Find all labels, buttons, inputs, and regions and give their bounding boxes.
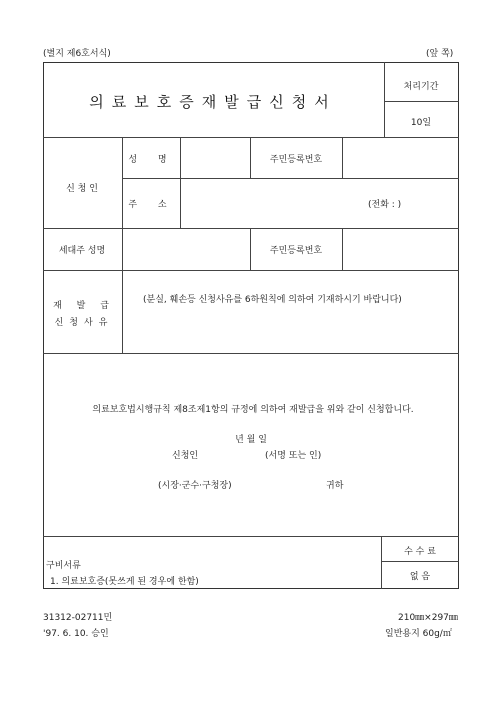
reason-hint: (분실, 훼손등 신청사유를 6하원칙에 의하여 기재하시기 바랍니다) [143,295,402,305]
row-divider [43,353,459,354]
phone-field[interactable]: (전화 : ) [368,200,402,210]
addressee: (시장·군수·구청장) [158,481,232,491]
household-id-label: 주민등록번호 [269,246,323,256]
fee-value: 없 음 [409,572,431,582]
resident-id-label: 주민등록번호 [269,155,323,165]
form-title: 의료보호증재발급신청서 [89,93,337,111]
approval-date: '97. 6. 10. 승인 [43,629,109,639]
form-code: 31312-02711민 [43,613,113,623]
documents-item: 1. 의료보호증(못쓰게 된 경우에 한함) [50,577,199,587]
resident-id-field[interactable] [345,140,455,175]
applicant-sign-label: 신청인 [172,451,199,461]
processing-value: 10일 [410,118,432,128]
col-divider [250,228,251,270]
processing-divider [384,101,459,102]
row-divider [43,536,459,537]
col-divider [122,137,123,353]
address-label: 주 소 [128,200,176,210]
paper-spec: 일반용지 60g/㎡ [385,629,452,639]
reason-label-line2: 신청사유 [54,318,114,328]
household-head-label: 세대주 성명 [58,246,106,256]
statement-text: 의료보호법시행규칙 제8조제1항의 규정에 의하여 재발급을 위와 같이 신청합니다. [92,405,414,415]
row-divider [43,137,459,138]
col-divider [384,62,385,137]
fee-label: 수 수 료 [404,547,436,557]
col-divider [381,536,382,589]
address-field[interactable] [183,182,363,224]
form-number: (별지 제6호서식) [43,49,111,59]
row-divider [43,228,459,229]
reason-label-line1: 재 발 급 [53,301,115,311]
name-field[interactable] [183,140,247,175]
household-head-field[interactable] [125,231,247,267]
name-label: 성 명 [128,155,176,165]
paper-size: 210㎜×297㎜ [398,613,458,623]
applicant-label: 신 청 인 [66,184,98,194]
honorific: 귀하 [326,481,344,491]
page-side: (앞 쪽) [426,49,454,59]
signature-field[interactable]: (서명 또는 인) [265,451,322,461]
documents-label: 구비서류 [46,561,81,571]
col-divider [342,137,343,178]
col-divider [342,228,343,270]
row-divider [43,270,459,271]
household-id-field[interactable] [345,231,455,267]
col-divider [180,137,181,228]
row-divider [122,178,459,179]
col-divider [250,137,251,178]
date-line[interactable]: 년 월 일 [235,435,267,445]
fee-divider [381,561,459,562]
reason-field[interactable] [125,305,455,350]
processing-label: 처리기간 [403,82,439,92]
